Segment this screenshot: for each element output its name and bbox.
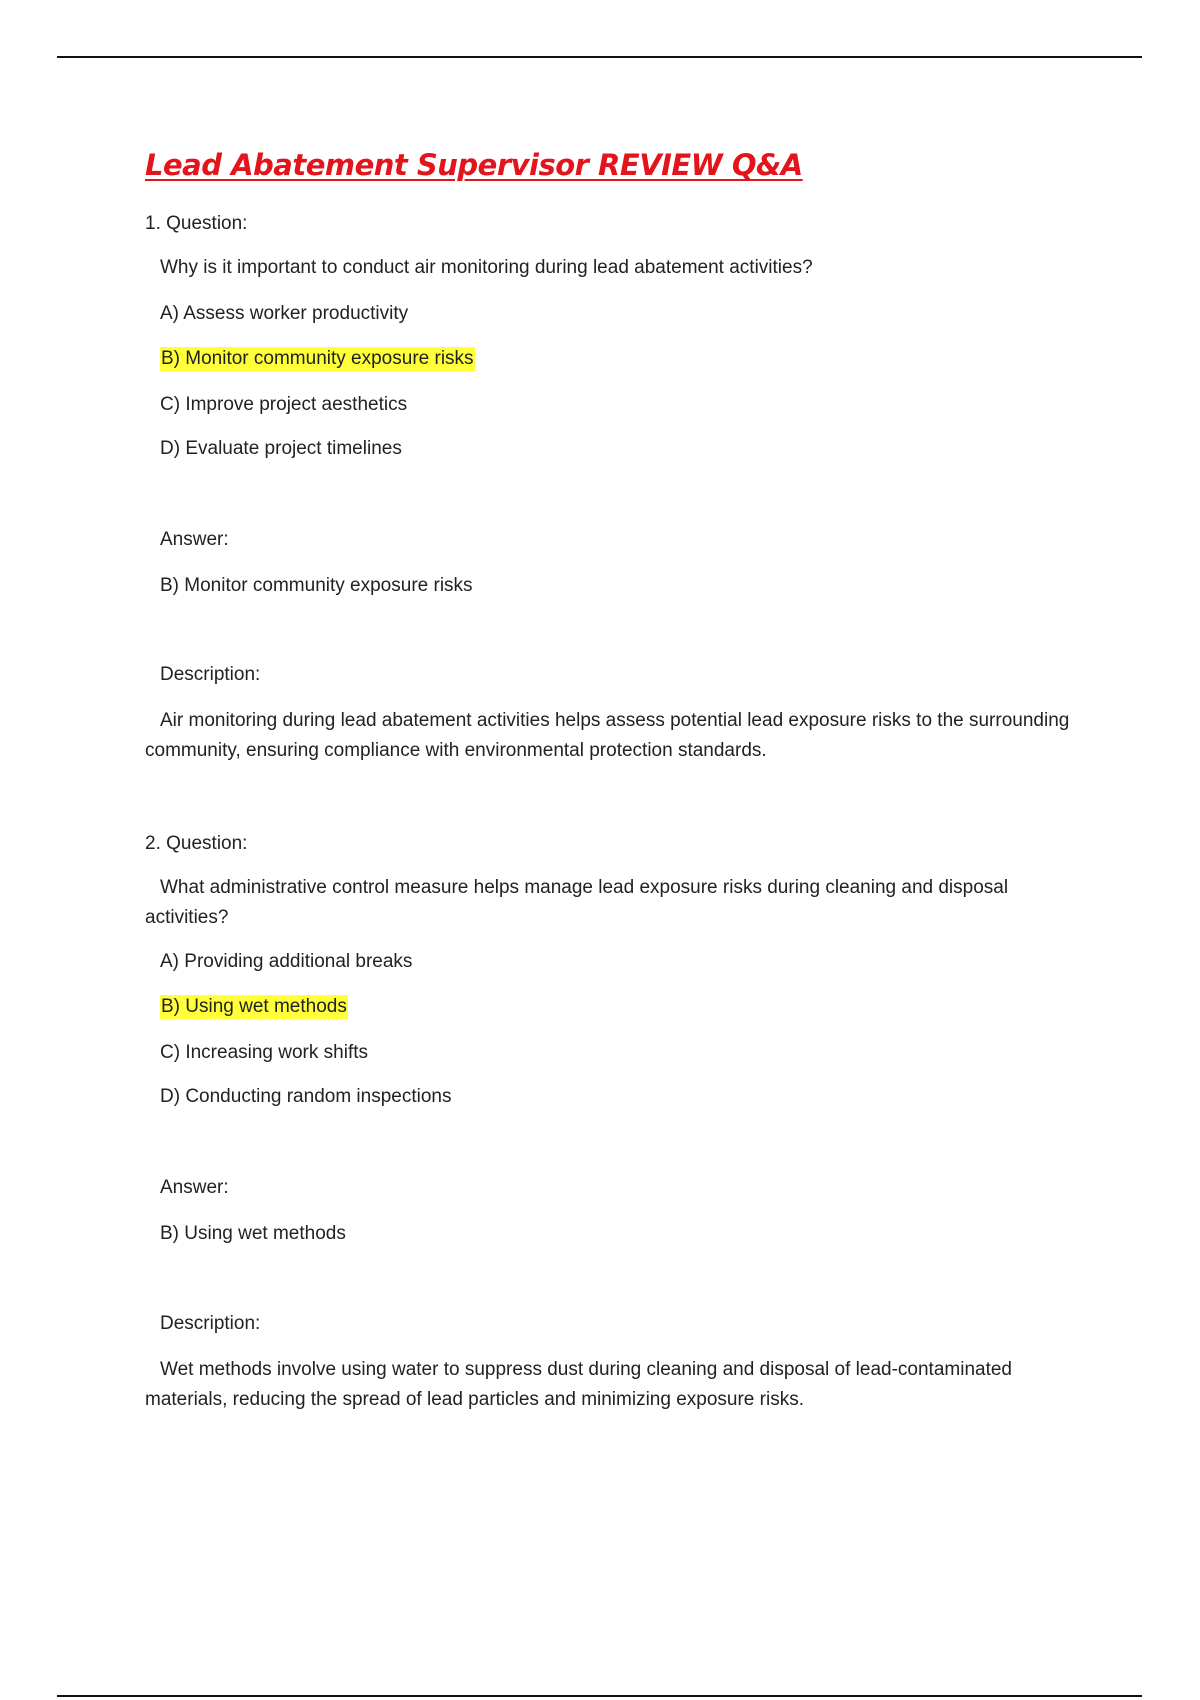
question-heading: 1. Question: <box>145 213 248 234</box>
answer-text: B) Monitor community exposure risks <box>160 575 473 596</box>
answer-label: Answer: <box>160 529 229 550</box>
bottom-divider <box>57 1695 1142 1697</box>
option-d: D) Conducting random inspections <box>160 1086 452 1107</box>
option-c: C) Increasing work shifts <box>160 1042 369 1063</box>
question-text: What administrative control measure helps manage lead exposure risks during cleaning and disposal activities? <box>145 877 1009 928</box>
highlighted-option: B) Monitor community exposure risks <box>161 348 474 369</box>
option-a: A) Assess worker productivity <box>160 303 409 324</box>
option-b-highlighted <box>160 347 475 371</box>
document-title: Lead Abatement Supervisor REVIEW Q&A <box>145 148 803 182</box>
highlighted-option: B) Using wet methods <box>161 996 347 1017</box>
question-text: Why is it important to conduct air monitoring during lead abatement activities? <box>160 257 813 278</box>
description-text: Air monitoring during lead abatement activities helps assess potential lead exposure risks to the surrounding community, ensuring compliance with environmental protection standards. <box>145 710 1070 761</box>
option-c: C) Improve project aesthetics <box>160 394 408 415</box>
top-divider <box>57 56 1142 58</box>
description-text: Wet methods involve using water to suppress dust during cleaning and disposal of lead-contaminated materials, reducing the spread of lead particles and minimizing exposure risks. <box>145 1359 1012 1410</box>
answer-text: B) Using wet methods <box>160 1223 346 1244</box>
question-heading: 2. Question: <box>145 833 248 854</box>
description-label: Description: <box>160 664 261 685</box>
option-b-highlighted <box>160 995 348 1019</box>
option-a: A) Providing additional breaks <box>160 951 413 972</box>
answer-label: Answer: <box>160 1177 229 1198</box>
option-d: D) Evaluate project timelines <box>160 438 402 459</box>
description-label: Description: <box>160 1313 261 1334</box>
